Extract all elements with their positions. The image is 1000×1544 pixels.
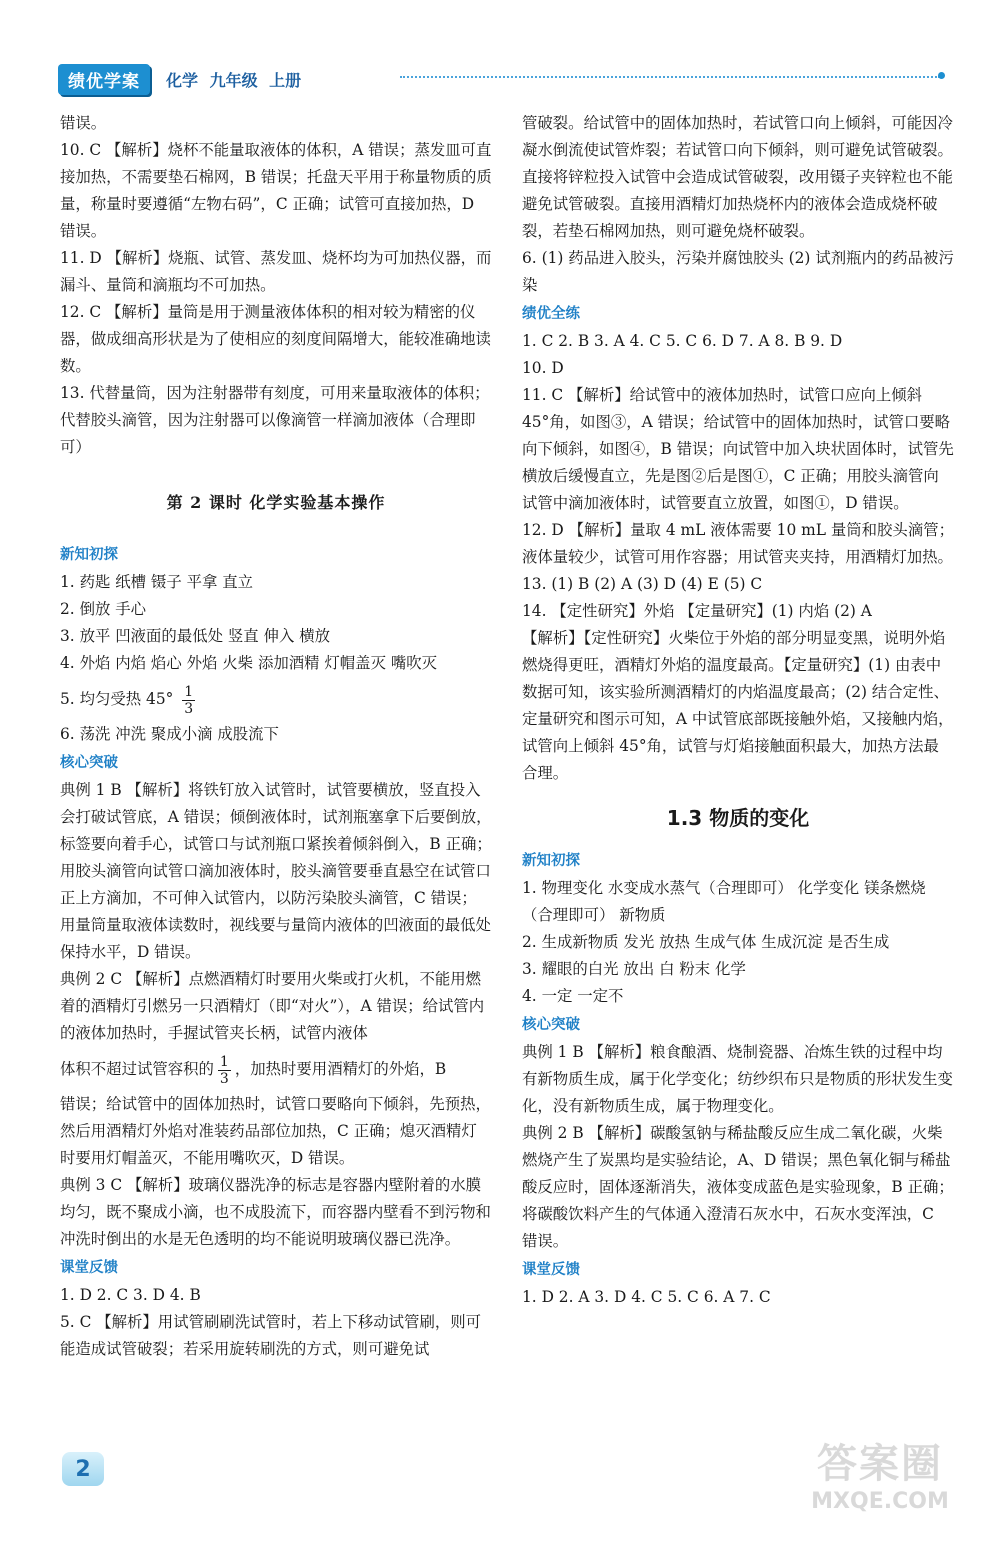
answer-text: 1. 药匙 纸槽 镊子 平拿 直立 [60, 573, 254, 591]
answer-text: 1. D 2. C 3. D 4. B [60, 1286, 201, 1304]
answer-text-part: 体积不超过试管容积的 [60, 1060, 214, 1078]
answer-text: 典例 1 B 【解析】粮食酿酒、烧制瓷器、冶炼生铁的过程中均有新物质生成，属于化学变化；纺纱织布只是物质的形状发生变化，没有新物质生成，属于物理变化。 [522, 1043, 953, 1115]
answer-text: 13. (1) B (2) A (3) D (4) E (5) C [522, 575, 763, 593]
answer-text: 14. 【定性研究】外焰 【定量研究】(1) 内焰 (2) A [522, 602, 872, 620]
section-heading: 新知初探 [522, 853, 580, 869]
fraction [218, 1054, 231, 1087]
answer-text: 2. 倒放 手心 [60, 600, 147, 618]
series-logo: 绩优学案 [58, 64, 150, 95]
book-title: 化学 九年级 上册 [166, 70, 302, 90]
watermark [790, 1440, 970, 1530]
answer-text: 【解析】【定性研究】火柴位于外焰的部分明显变黑，说明外焰燃烧得更旺，酒精灯外焰的温度最高。【定量研究】(1) 由表中数据可知，该实验所测酒精灯的内焰温度最高；(2) 结合定性、定量研究和图示可知，A 中试管底部既接触外焰，又接触内焰，试管向上倾斜 45°角，试管与灯焰接触面积最大，加热方法最合理。 [522, 629, 954, 782]
answer-text: 3. 放平 凹液面的最低处 竖直 伸入 横放 [60, 627, 331, 645]
header-dot [938, 72, 945, 79]
section-heading: 课堂反馈 [522, 1262, 580, 1278]
header-dotted-rule [400, 76, 940, 78]
answer-text: 11. D 【解析】烧瓶、试管、蒸发皿、烧杯均为可加热仪器，而漏斗、量筒和滴瓶均不可加热。 [60, 249, 492, 294]
fraction-denominator: 3 [219, 1070, 229, 1087]
answer-text: 错误。 [60, 114, 107, 132]
answer-text: 1. D 2. A 3. D 4. C 5. C 6. A 7. C [522, 1288, 771, 1306]
answer-text: 6. (1) 药品进入胶头，污染并腐蚀胶头 (2) 试剂瓶内的药品被污染 [522, 249, 954, 294]
answer-text: 错误；给试管中的固体加热时，试管口要略向下倾斜，先预热，然后用酒精灯外焰对准装药品部位加热，C 正确；熄灭酒精灯时要用灯帽盖灭，不能用嘴吹灭，D 错误。 [60, 1095, 491, 1167]
section-heading: 核心突破 [522, 1017, 580, 1033]
section-heading: 核心突破 [60, 755, 118, 771]
answer-text [60, 677, 492, 721]
answer-text: 5. C 【解析】用试管刷刷洗试管时，若上下移动试管刷，则可能造成试管破裂；若采用旋转刷洗的方式，则可避免试 [60, 1313, 482, 1358]
answer-text: 4. 外焰 内焰 焰心 外焰 火柴 添加酒精 灯帽盖灭 嘴吹灭 [60, 654, 438, 672]
answer-text: 3. 耀眼的白光 放出 白 粉末 化学 [522, 960, 746, 978]
fraction [182, 684, 195, 717]
answer-text: 2. 生成新物质 发光 放热 生成气体 生成沉淀 是否生成 [522, 933, 890, 951]
answer-text: 1. 物理变化 水变成水蒸气（合理即可） 化学变化 镁条燃烧（合理即可） 新物质 [522, 879, 926, 924]
page-number: 2 [62, 1452, 104, 1486]
answer-text: 1. C 2. B 3. A 4. C 5. C 6. D 7. A 8. B 9. D [522, 332, 843, 350]
fraction-numerator: 1 [184, 683, 194, 700]
answer-text: 12. D 【解析】量取 4 mL 液体需要 10 mL 量筒和胶头滴管；液体量较少，试管可用作容器；用试管夹夹持，用酒精灯加热。 [522, 521, 954, 566]
answer-text: 10. C 【解析】烧杯不能量取液体的体积，A 错误；蒸发皿可直接加热，不需要垫石棉网，B 错误；托盘天平用于称量物质的质量，称量时要遵循“左物右码”，C 正确；试管可直接加热，D 错误。 [60, 141, 492, 240]
section-heading: 课堂反馈 [60, 1260, 118, 1276]
answer-text: 典例 1 B 【解析】将铁钉放入试管时，试管要横放，竖直投入会打破试管底，A 错误；倾倒液体时，试剂瓶塞拿下后要倒放，标签要向着手心，试管口与试剂瓶口紧挨着倾斜倒入，B 正确；用胶头滴管向试管口滴加液体时，胶头滴管要垂直悬空在试管口正上方滴加，不可伸入试管内，以防污染胶头滴管，C 错误；用量筒量取液体读数时，视线要与量筒内液体的凹液面的最低处保持水平，D 错误。 [60, 781, 492, 961]
answer-text: 4. 一定 一定不 [522, 987, 624, 1005]
answer-text-part: ，加热时要用酒精灯的外焰，B [234, 1060, 447, 1078]
section-heading: 绩优全练 [522, 306, 580, 322]
right-column [522, 110, 954, 1311]
answer-text: 6. 荡洗 冲洗 聚成小滴 成股流下 [60, 725, 279, 743]
answer-text: 10. D [522, 359, 564, 377]
left-column [60, 110, 492, 1363]
answer-text-part: 5. 均匀受热 45° [60, 690, 174, 708]
section-heading: 新知初探 [60, 547, 118, 563]
watermark-url: MXQE.COM [811, 1489, 949, 1514]
answer-text: 典例 2 C 【解析】点燃酒精灯时要用火柴或打火机，不能用燃着的酒精灯引燃另一只酒精灯（即“对火”），A 错误；给试管内的液体加热时，手握试管夹长柄，试管内液体 [60, 970, 485, 1042]
page-header [58, 62, 301, 96]
lesson-title: 第 2 课时 化学实验基本操作 [166, 493, 386, 512]
fraction-denominator: 3 [184, 700, 194, 717]
answer-text: 典例 2 B 【解析】碳酸氢钠与稀盐酸反应生成二氧化碳，火柴燃烧产生了炭黑均是实验结论，A、D 错误；黑色氧化铜与稀盐酸反应时，固体逐渐消失，液体变成蓝色是实验现象，B 正确；将碳酸饮料产生的气体通入澄清石灰水中，石灰水变浑浊，C 错误。 [522, 1124, 954, 1250]
answer-text [60, 1047, 492, 1091]
answer-text: 管破裂。给试管中的固体加热时，若试管口向上倾斜，可能因冷凝水倒流使试管炸裂；若试管口向下倾斜，则可避免试管破裂。直接将锌粒投入试管中会造成试管破裂，改用镊子夹锌粒也不能避免试管破裂。直接用酒精灯加热烧杯内的液体会造成烧杯破裂，若垫石棉网加热，则可避免烧杯破裂。 [522, 114, 953, 240]
answer-text: 13. 代替量筒，因为注射器带有刻度，可用来量取液体的体积；代替胶头滴管，因为注射器可以像滴管一样滴加液体（合理即可） [60, 384, 490, 456]
watermark-text: 答案圈 [817, 1441, 943, 1487]
answer-text: 典例 3 C 【解析】玻璃仪器洗净的标志是容器内壁附着的水膜均匀，既不聚成小滴，也不成股流下，而容器内壁看不到污物和冲洗时倒出的水是无色透明的均不能说明玻璃仪器已洗净。 [60, 1176, 491, 1248]
chapter-title: 1.3 物质的变化 [666, 806, 810, 830]
answer-text: 12. C 【解析】量筒是用于测量液体体积的相对较为精密的仪器，做成细高形状是为了使相应的刻度间隔增大，能较准确地读数。 [60, 303, 491, 375]
answer-text: 11. C 【解析】给试管中的液体加热时，试管口应向上倾斜 45°角，如图③，A 错误；给试管中的固体加热时，试管口要略向下倾斜，如图④，B 错误；向试管中加入块状固体时，试管先横放后缓慢直立，先是图②后是图①，C 正确；用胶头滴管向试管中滴加液体时，试管要直立放置，如图①，D 错误。 [522, 386, 954, 512]
fraction-numerator: 1 [219, 1053, 229, 1070]
